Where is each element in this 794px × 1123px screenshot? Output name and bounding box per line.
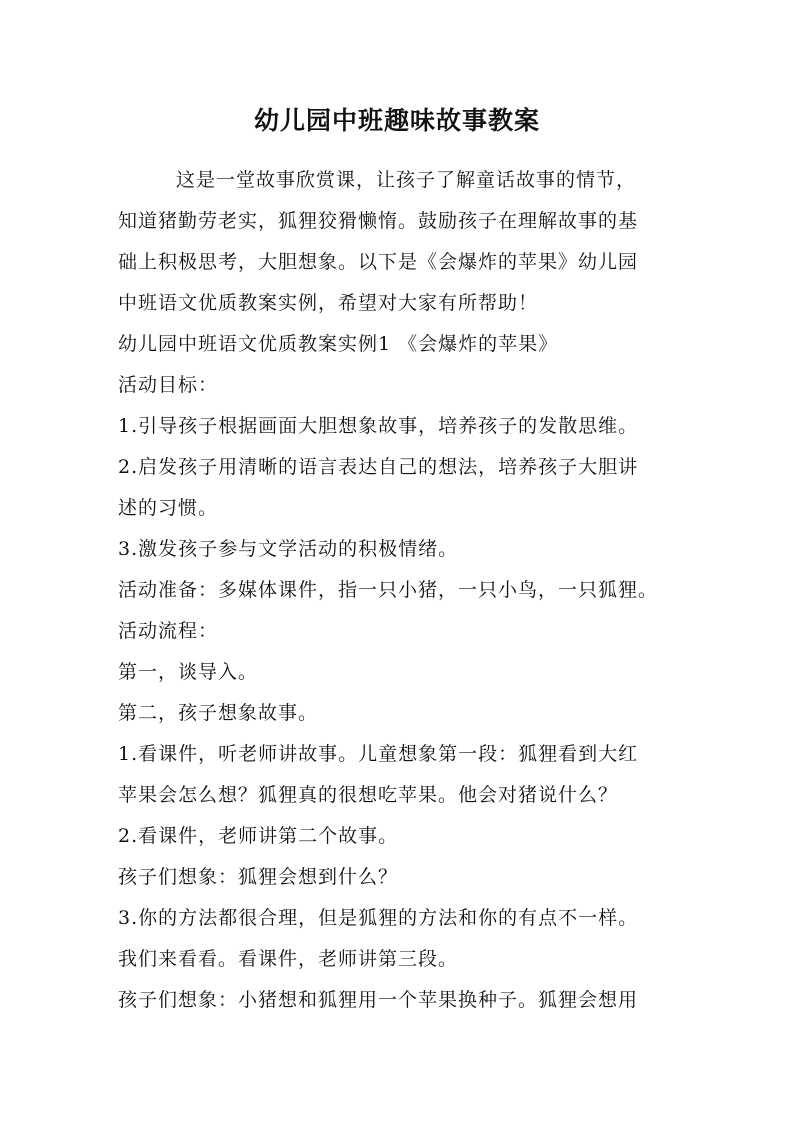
section-heading: 幼儿园中班语文优质教案实例1 《会爆炸的苹果》 xyxy=(118,333,559,355)
paragraph-line: 第二，孩子想象故事。 xyxy=(118,702,319,724)
list-item: 1.引导孩子根据画面大胆想象故事，培养孩子的发散思维。 xyxy=(118,415,639,437)
list-item-continuation: 述的习惯。 xyxy=(118,497,219,519)
paragraph-line: 中班语文优质教案实例，希望对大家有所帮助！ xyxy=(118,292,539,314)
document-title: 幼儿园中班趣味故事教案 xyxy=(253,106,540,135)
section-heading: 活动目标： xyxy=(118,374,219,396)
list-item: 3.你的方法都很合理，但是狐狸的方法和你的有点不一样。 xyxy=(118,907,639,929)
paragraph-line: 孩子们想象：小猪想和狐狸用一个苹果换种子。狐狸会想用 xyxy=(118,989,639,1011)
paragraph-line: 础上积极思考，大胆想象。以下是《会爆炸的苹果》幼儿园 xyxy=(118,251,639,273)
paragraph-line: 我们来看看。看课件，老师讲第三段。 xyxy=(118,948,459,970)
paragraph-line: 活动准备：多媒体课件，指一只小猪，一只小鸟，一只狐狸。 xyxy=(118,579,659,601)
list-item-continuation: 苹果会怎么想？狐狸真的很想吃苹果。他会对猪说什么？ xyxy=(118,784,619,806)
paragraph-line: 第一，谈导入。 xyxy=(118,661,259,683)
paragraph-line: 孩子们想象：狐狸会想到什么？ xyxy=(118,866,399,888)
section-heading: 活动流程： xyxy=(118,620,219,642)
list-item: 2.启发孩子用清晰的语言表达自己的想法，培养孩子大胆讲 xyxy=(118,456,639,478)
list-item: 1.看课件，听老师讲故事。儿童想象第一段：狐狸看到大红 xyxy=(118,743,639,765)
list-item: 3.激发孩子参与文学活动的积极情绪。 xyxy=(118,538,459,560)
paragraph-line: 知道猪勤劳老实，狐狸狡猾懒惰。鼓励孩子在理解故事的基 xyxy=(118,210,639,232)
paragraph-line: 这是一堂故事欣赏课，让孩子了解童话故事的情节， xyxy=(176,169,637,191)
list-item: 2.看课件，老师讲第二个故事。 xyxy=(118,825,399,847)
